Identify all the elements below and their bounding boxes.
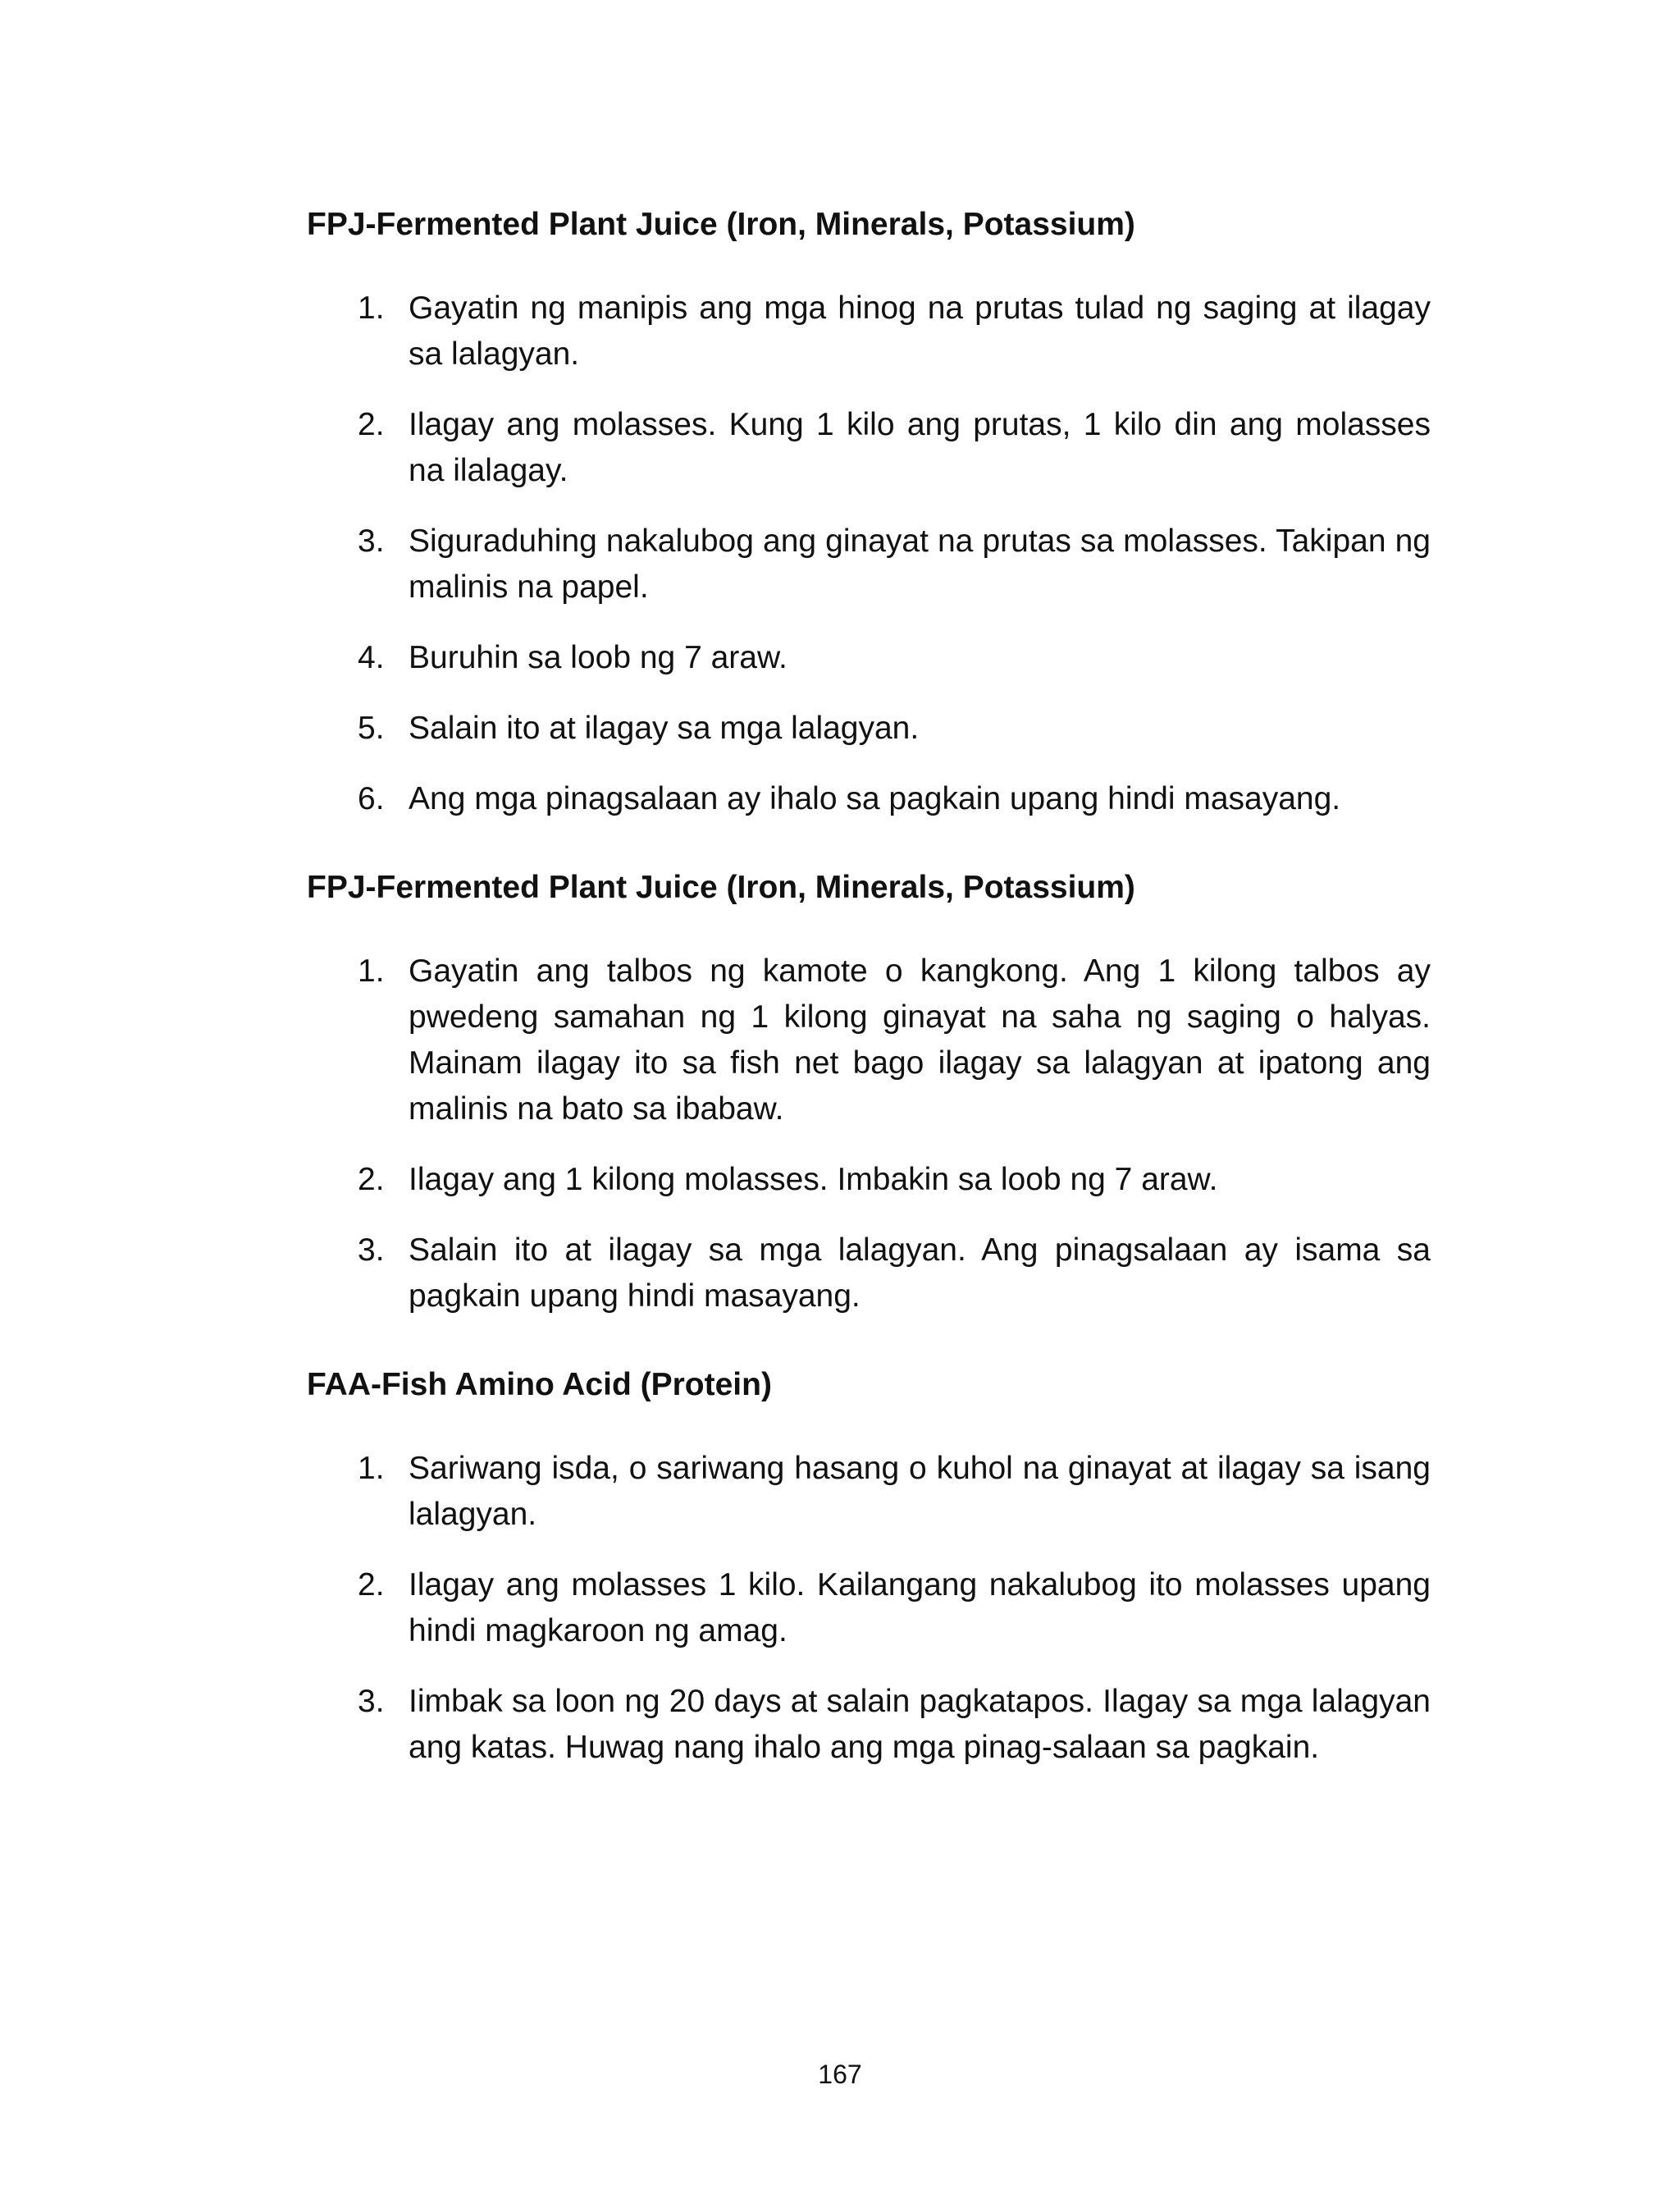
list-item [307, 1228, 1431, 1319]
steps-list-fpj-fruit [307, 286, 1431, 822]
step-text: Ang mga pinagsalaan ay ihalo sa pagkain upang hindi masayang. [409, 781, 1341, 816]
page-content [307, 202, 1431, 1771]
step-number: 2. [358, 407, 385, 442]
list-item [307, 949, 1431, 1132]
step-number: 4. [358, 640, 385, 675]
page-number: 167 [818, 2060, 862, 2089]
steps-list-faa [307, 1446, 1431, 1771]
step-number: 3. [358, 1684, 385, 1719]
step-text: Gayatin ang talbos ng kamote o kangkong. Ang 1 kilong talbos ay pwedeng samahan ng 1 kilong ginayat na saha ng saging o halyas. Mainam ilagay ito sa fish net bago ilagay sa lalagyan at ipatong ang malinis na bato sa ibabaw. [409, 953, 1431, 1127]
step-number: 3. [358, 523, 385, 559]
section-title-faa: FAA-Fish Amino Acid (Protein) [307, 1367, 772, 1402]
step-text: Siguraduhing nakalubog ang ginayat na prutas sa molasses. Takipan ng malinis na papel. [409, 523, 1431, 605]
step-text: Iimbak sa loon ng 20 days at salain pagkatapos. Ilagay sa mga lalagyan ang katas. Huwag nang ihalo ang mga pinag-salaan sa pagkain. [409, 1684, 1431, 1765]
list-item [307, 1446, 1431, 1538]
step-number: 2. [358, 1162, 385, 1197]
list-item [307, 402, 1431, 494]
step-number: 1. [358, 953, 385, 989]
list-item [307, 706, 1431, 752]
list-item [307, 1157, 1431, 1203]
list-item [307, 519, 1431, 610]
step-text: Ilagay ang molasses. Kung 1 kilo ang prutas, 1 kilo din ang molasses na ilalagay. [409, 407, 1431, 488]
list-item [307, 1679, 1431, 1771]
step-text: Ilagay ang molasses 1 kilo. Kailangang nakalubog ito molasses upang hindi magkaroon ng amag. [409, 1567, 1431, 1648]
step-number: 5. [358, 711, 385, 746]
steps-list-fpj-greens [307, 949, 1431, 1319]
step-text: Buruhin sa loob ng 7 araw. [409, 640, 788, 675]
step-text: Salain ito at ilagay sa mga lalagyan. Ang pinagsalaan ay isama sa pagkain upang hindi masayang. [409, 1232, 1431, 1314]
step-number: 6. [358, 781, 385, 816]
list-item [307, 635, 1431, 681]
section-title-fpj-fruit: FPJ-Fermented Plant Juice (Iron, Minerals, Potassium) [307, 207, 1135, 242]
step-text: Ilagay ang 1 kilong molasses. Imbakin sa loob ng 7 araw. [409, 1162, 1218, 1197]
list-item [307, 1562, 1431, 1654]
step-number: 1. [358, 290, 385, 326]
step-text: Salain ito at ilagay sa mga lalagyan. [409, 711, 920, 746]
step-number: 3. [358, 1232, 385, 1268]
list-item [307, 776, 1431, 822]
step-number: 1. [358, 1451, 385, 1486]
section-title-fpj-greens: FPJ-Fermented Plant Juice (Iron, Minerals, Potassium) [307, 870, 1135, 905]
list-item [307, 286, 1431, 377]
step-text: Gayatin ng manipis ang mga hinog na prutas tulad ng saging at ilagay sa lalagyan. [409, 290, 1431, 372]
step-number: 2. [358, 1567, 385, 1602]
step-text: Sariwang isda, o sariwang hasang o kuhol na ginayat at ilagay sa isang lalagyan. [409, 1451, 1431, 1532]
